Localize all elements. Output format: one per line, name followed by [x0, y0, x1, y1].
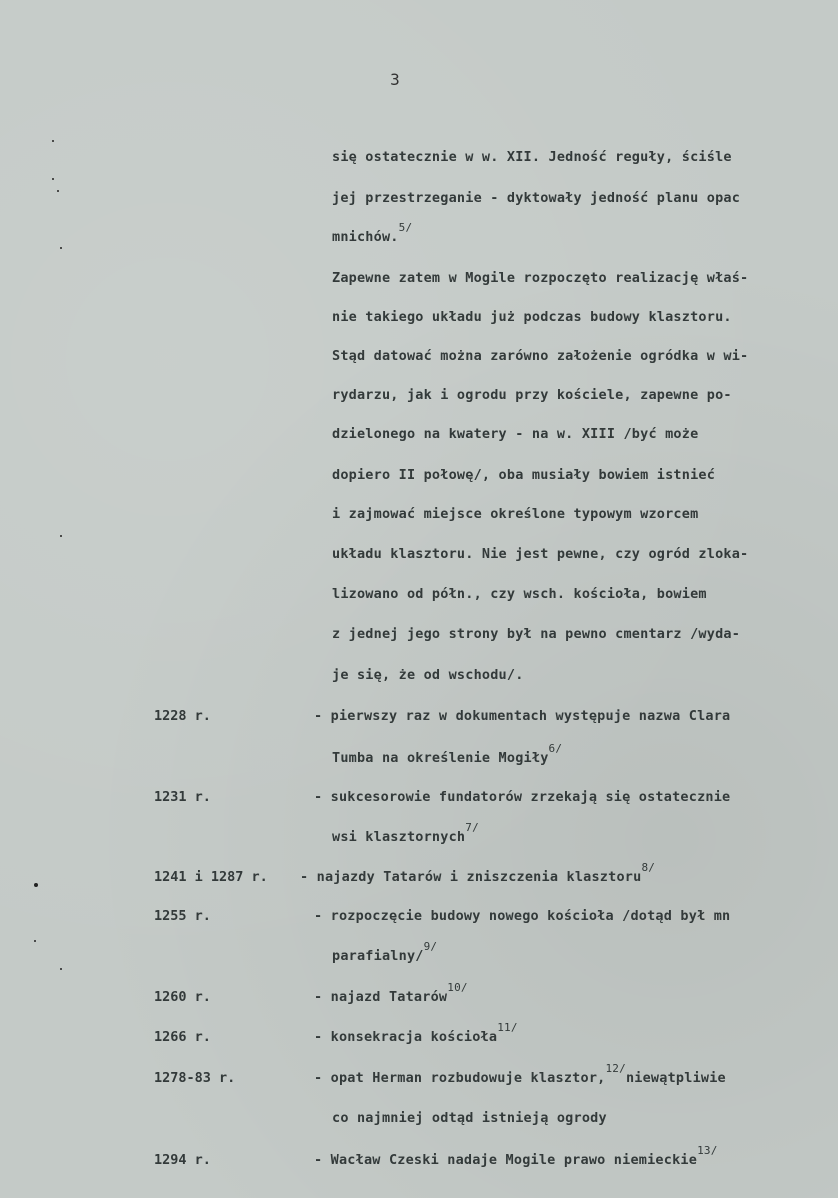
footnote-ref: 12/	[605, 1062, 626, 1075]
margin-mark	[60, 247, 62, 249]
text-line: dzielonego na kwatery - na w. XIII /być może	[332, 426, 699, 442]
footnote-ref: 6/	[548, 742, 563, 755]
chronology-date: 1278-83 r.	[154, 1070, 236, 1086]
chronology-date: 1255 r.	[154, 908, 211, 924]
chronology-text: - sukcesorowie fundatorów zrzekają się ostatecznie	[314, 789, 731, 805]
text-line: się ostatecznie w w. XII. Jedność reguły, ściśle	[332, 149, 732, 165]
chronology-date: 1260 r.	[154, 989, 211, 1005]
footnote-ref: 9/	[423, 940, 438, 953]
margin-mark	[52, 178, 54, 180]
text-line: Stąd datować można zarówno założenie ogródka w wi-	[332, 348, 749, 364]
chronology-text: - najazdy Tatarów i zniszczenia klasztoru$^{8/}$	[300, 861, 656, 885]
chronology-text: co najmniej odtąd istnieją ogrody	[332, 1110, 607, 1126]
chronology-text: Tumba na określenie Mogiły$^{6/}$	[332, 742, 563, 766]
chronology-date: 1241 i 1287 r.	[154, 869, 268, 885]
footnote-ref: 11/	[497, 1021, 518, 1034]
footnote-ref: 13/	[697, 1144, 718, 1157]
margin-mark	[60, 535, 62, 537]
text-line: układu klasztoru. Nie jest pewne, czy ogród zloka-	[332, 546, 749, 562]
margin-mark	[34, 883, 38, 887]
chronology-text: parafialny/$^{9/}$	[332, 940, 438, 964]
page-number: 3	[390, 70, 400, 89]
chronology-text: - najazd Tatarów$^{10/}$	[314, 981, 468, 1005]
margin-mark	[52, 140, 54, 142]
margin-mark	[60, 968, 62, 970]
text-line: lizowano od półn., czy wsch. kościoła, bowiem	[332, 586, 707, 602]
text-line: rydarzu, jak i ogrodu przy kościele, zapewne po-	[332, 387, 732, 403]
text-line: i zajmować miejsce określone typowym wzorcem	[332, 506, 699, 522]
chronology-date: 1294 r.	[154, 1152, 211, 1168]
chronology-text: - pierwszy raz w dokumentach występuje nazwa Clara	[314, 708, 731, 724]
text-line: nie takiego układu już podczas budowy klasztoru.	[332, 309, 732, 325]
chronology-text: - rozpoczęcie budowy nowego kościoła /dotąd był mn	[314, 908, 731, 924]
chronology-text: - opat Herman rozbudowuje klasztor,$^{12/}$niewątpliwie	[314, 1062, 726, 1086]
text-line: Zapewne zatem w Mogile rozpoczęto realizację właś-	[332, 270, 749, 286]
footnote-ref: 7/	[465, 821, 479, 834]
chronology-date: 1228 r.	[154, 708, 211, 724]
chronology-date: 1266 r.	[154, 1029, 211, 1045]
margin-mark	[34, 940, 36, 942]
text-line: je się, że od wschodu/.	[332, 667, 524, 683]
text-line: z jednej jego strony był na pewno cmentarz /wyda-	[332, 626, 741, 642]
chronology-date: 1231 r.	[154, 789, 211, 805]
text-line: jej przestrzeganie - dyktowały jedność planu opac	[332, 190, 741, 206]
text-line: dopiero II połowę/, oba musiały bowiem istnieć	[332, 467, 716, 483]
chronology-text: wsi klasztornych$^{7/}$	[332, 821, 479, 845]
margin-mark	[57, 190, 59, 192]
footnote-ref: 10/	[447, 981, 468, 994]
chronology-text: - Wacław Czeski nadaje Mogile prawo niemieckie$^{13/}$	[314, 1144, 718, 1168]
chronology-text: - konsekracja kościoła$^{11/}$	[314, 1021, 518, 1045]
text-line: mnichów.$^{5/}$	[332, 221, 413, 245]
footnote-ref: 5/	[398, 221, 413, 234]
footnote-ref: 8/	[641, 861, 656, 874]
